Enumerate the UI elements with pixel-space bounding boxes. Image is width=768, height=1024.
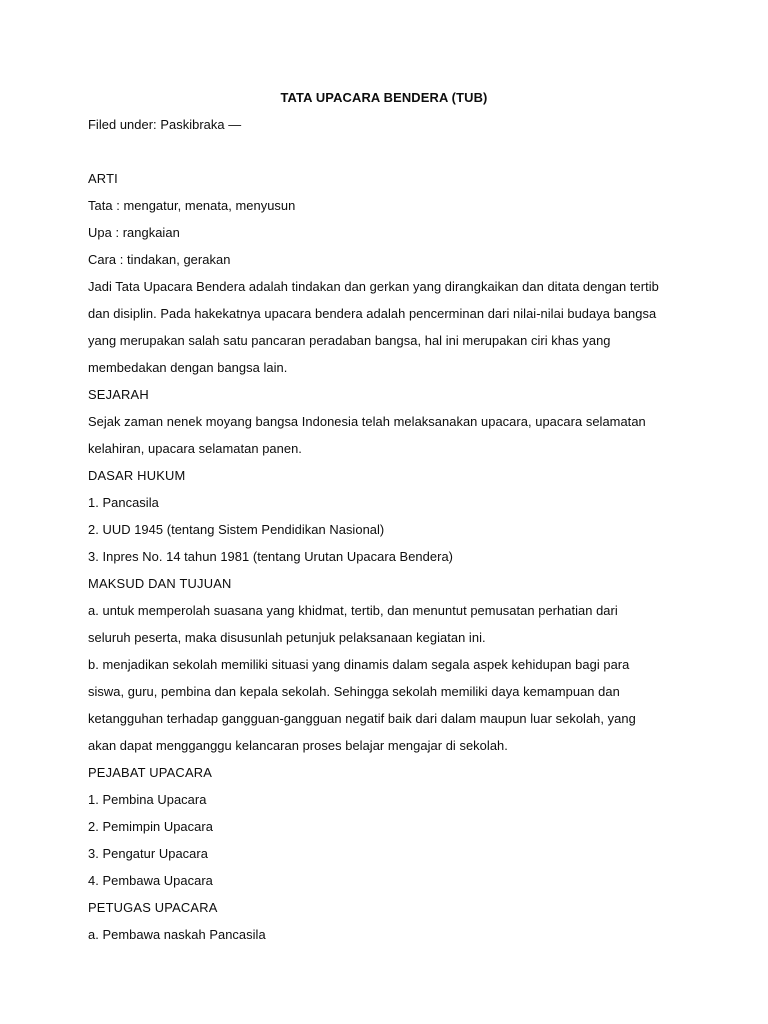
list-item: 4. Pembawa Upacara [88, 873, 213, 888]
section-heading-arti: ARTI [88, 171, 118, 186]
list-item: Upa : rangkaian [88, 225, 180, 240]
list-item: a. Pembawa naskah Pancasila [88, 927, 266, 942]
section-heading-maksud-dan-tujuan: MAKSUD DAN TUJUAN [88, 576, 232, 591]
paragraph: a. untuk memperolah suasana yang khidmat, tertib, dan menuntut pemusatan perhatian dari seluruh peserta, maka disusunlah petunjuk pelaksanaan kegiatan ini. [88, 603, 618, 645]
document-body [88, 84, 680, 948]
list-item: 3. Inpres No. 14 tahun 1981 (tentang Urutan Upacara Bendera) [88, 549, 454, 564]
blank-spacer [88, 138, 680, 165]
section-heading-sejarah: SEJARAH [88, 387, 149, 402]
filed-under-line: Filed under: Paskibraka — [88, 117, 242, 132]
list-item: Cara : tindakan, gerakan [88, 252, 231, 267]
paragraph: Jadi Tata Upacara Bendera adalah tindakan dan gerkan yang dirangkaikan dan ditata dengan tertib dan disiplin. Pada hakekatnya upacara bendera adalah pencerminan dari nilai-nilai budaya bangsa yang merupakan salah satu pancaran peradaban bangsa, hal ini merupakan ciri khas yang membedakan dengan bangsa lain. [88, 279, 659, 375]
section-heading-pejabat-upacara: PEJABAT UPACARA [88, 765, 213, 780]
list-item: 3. Pengatur Upacara [88, 846, 208, 861]
list-item: Tata : mengatur, menata, menyusun [88, 198, 296, 213]
paragraph: b. menjadikan sekolah memiliki situasi yang dinamis dalam segala aspek kehidupan bagi para siswa, guru, pembina dan kepala sekolah. Sehingga sekolah memiliki daya kemampuan dan ketangguhan terhadap gangguan-gangguan negatif baik dari dalam maupun luar sekolah, yang akan dapat mengganggu kelancaran proses belajar mengajar di sekolah. [88, 657, 636, 753]
paragraph: Sejak zaman nenek moyang bangsa Indonesia telah melaksanakan upacara, upacara selamatan kelahiran, upacara selamatan panen. [88, 414, 646, 456]
list-item: 2. UUD 1945 (tentang Sistem Pendidikan Nasional) [88, 522, 385, 537]
list-item: 1. Pancasila [88, 495, 159, 510]
section-heading-dasar-hukum: DASAR HUKUM [88, 468, 186, 483]
list-item: 1. Pembina Upacara [88, 792, 207, 807]
page-title: TATA UPACARA BENDERA (TUB) [280, 90, 488, 105]
list-item: 2. Pemimpin Upacara [88, 819, 213, 834]
section-heading-petugas-upacara: PETUGAS UPACARA [88, 900, 218, 915]
